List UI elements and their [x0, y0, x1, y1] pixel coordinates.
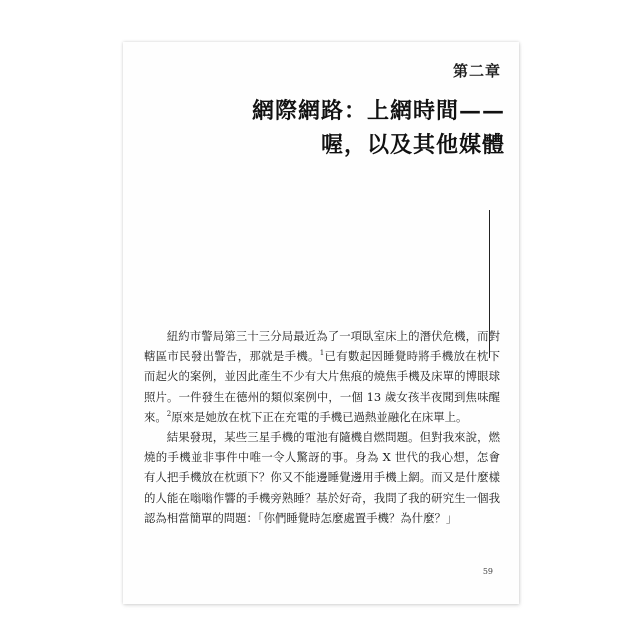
paragraph-1-text-b: 已有數起因睡覺時將手機放在枕下而起火的案例，並因此產生不少有大片焦痕的燒焦手機及床單的博眼球照片。一件發生在德州的類似案例中，一個 13 歲女孩半夜聞到焦味醒來。 — [144, 349, 500, 424]
paragraph-1-text-a: 紐約市警局第三十三分局最近為了一項臥室床上的潛伏危機，而對轄區市民發出警告，那就是手機。 — [144, 329, 500, 364]
paragraph-1-text-c: 原來是她放在枕下正在充電的手機已過熱並融化在床單上。 — [171, 409, 468, 424]
chapter-title-line-1: 網際網路：上網時間—— — [251, 98, 505, 124]
footnote-ref-1[interactable]: 1 — [319, 349, 325, 358]
footnote-ref-2[interactable]: 2 — [166, 409, 172, 418]
chapter-title — [252, 94, 505, 162]
book-page — [123, 42, 519, 604]
chapter-title-line-2: 喔，以及其他媒體 — [320, 132, 505, 158]
paragraph-2: 結果發現，某些三星手機的電池有隨機自燃問題。但對我來說，燃燒的手機並非事件中唯一令人驚訝的事。身為 X 世代的我心想，怎會有人把手機放在枕頭下？你又不能邊睡覺邊用手機上網。而又是什麼樣的人能在嗡嗡作響的手機旁熟睡？基於好奇，我問了我的研究生一個我認為相當簡單的問題：「你們睡覺時怎麼處置手機？為什麼？」 — [144, 430, 500, 525]
body-text — [144, 326, 500, 528]
paragraph-1 — [144, 326, 500, 427]
chapter-label: 第二章 — [452, 62, 501, 80]
page-number: 59 — [482, 567, 493, 576]
